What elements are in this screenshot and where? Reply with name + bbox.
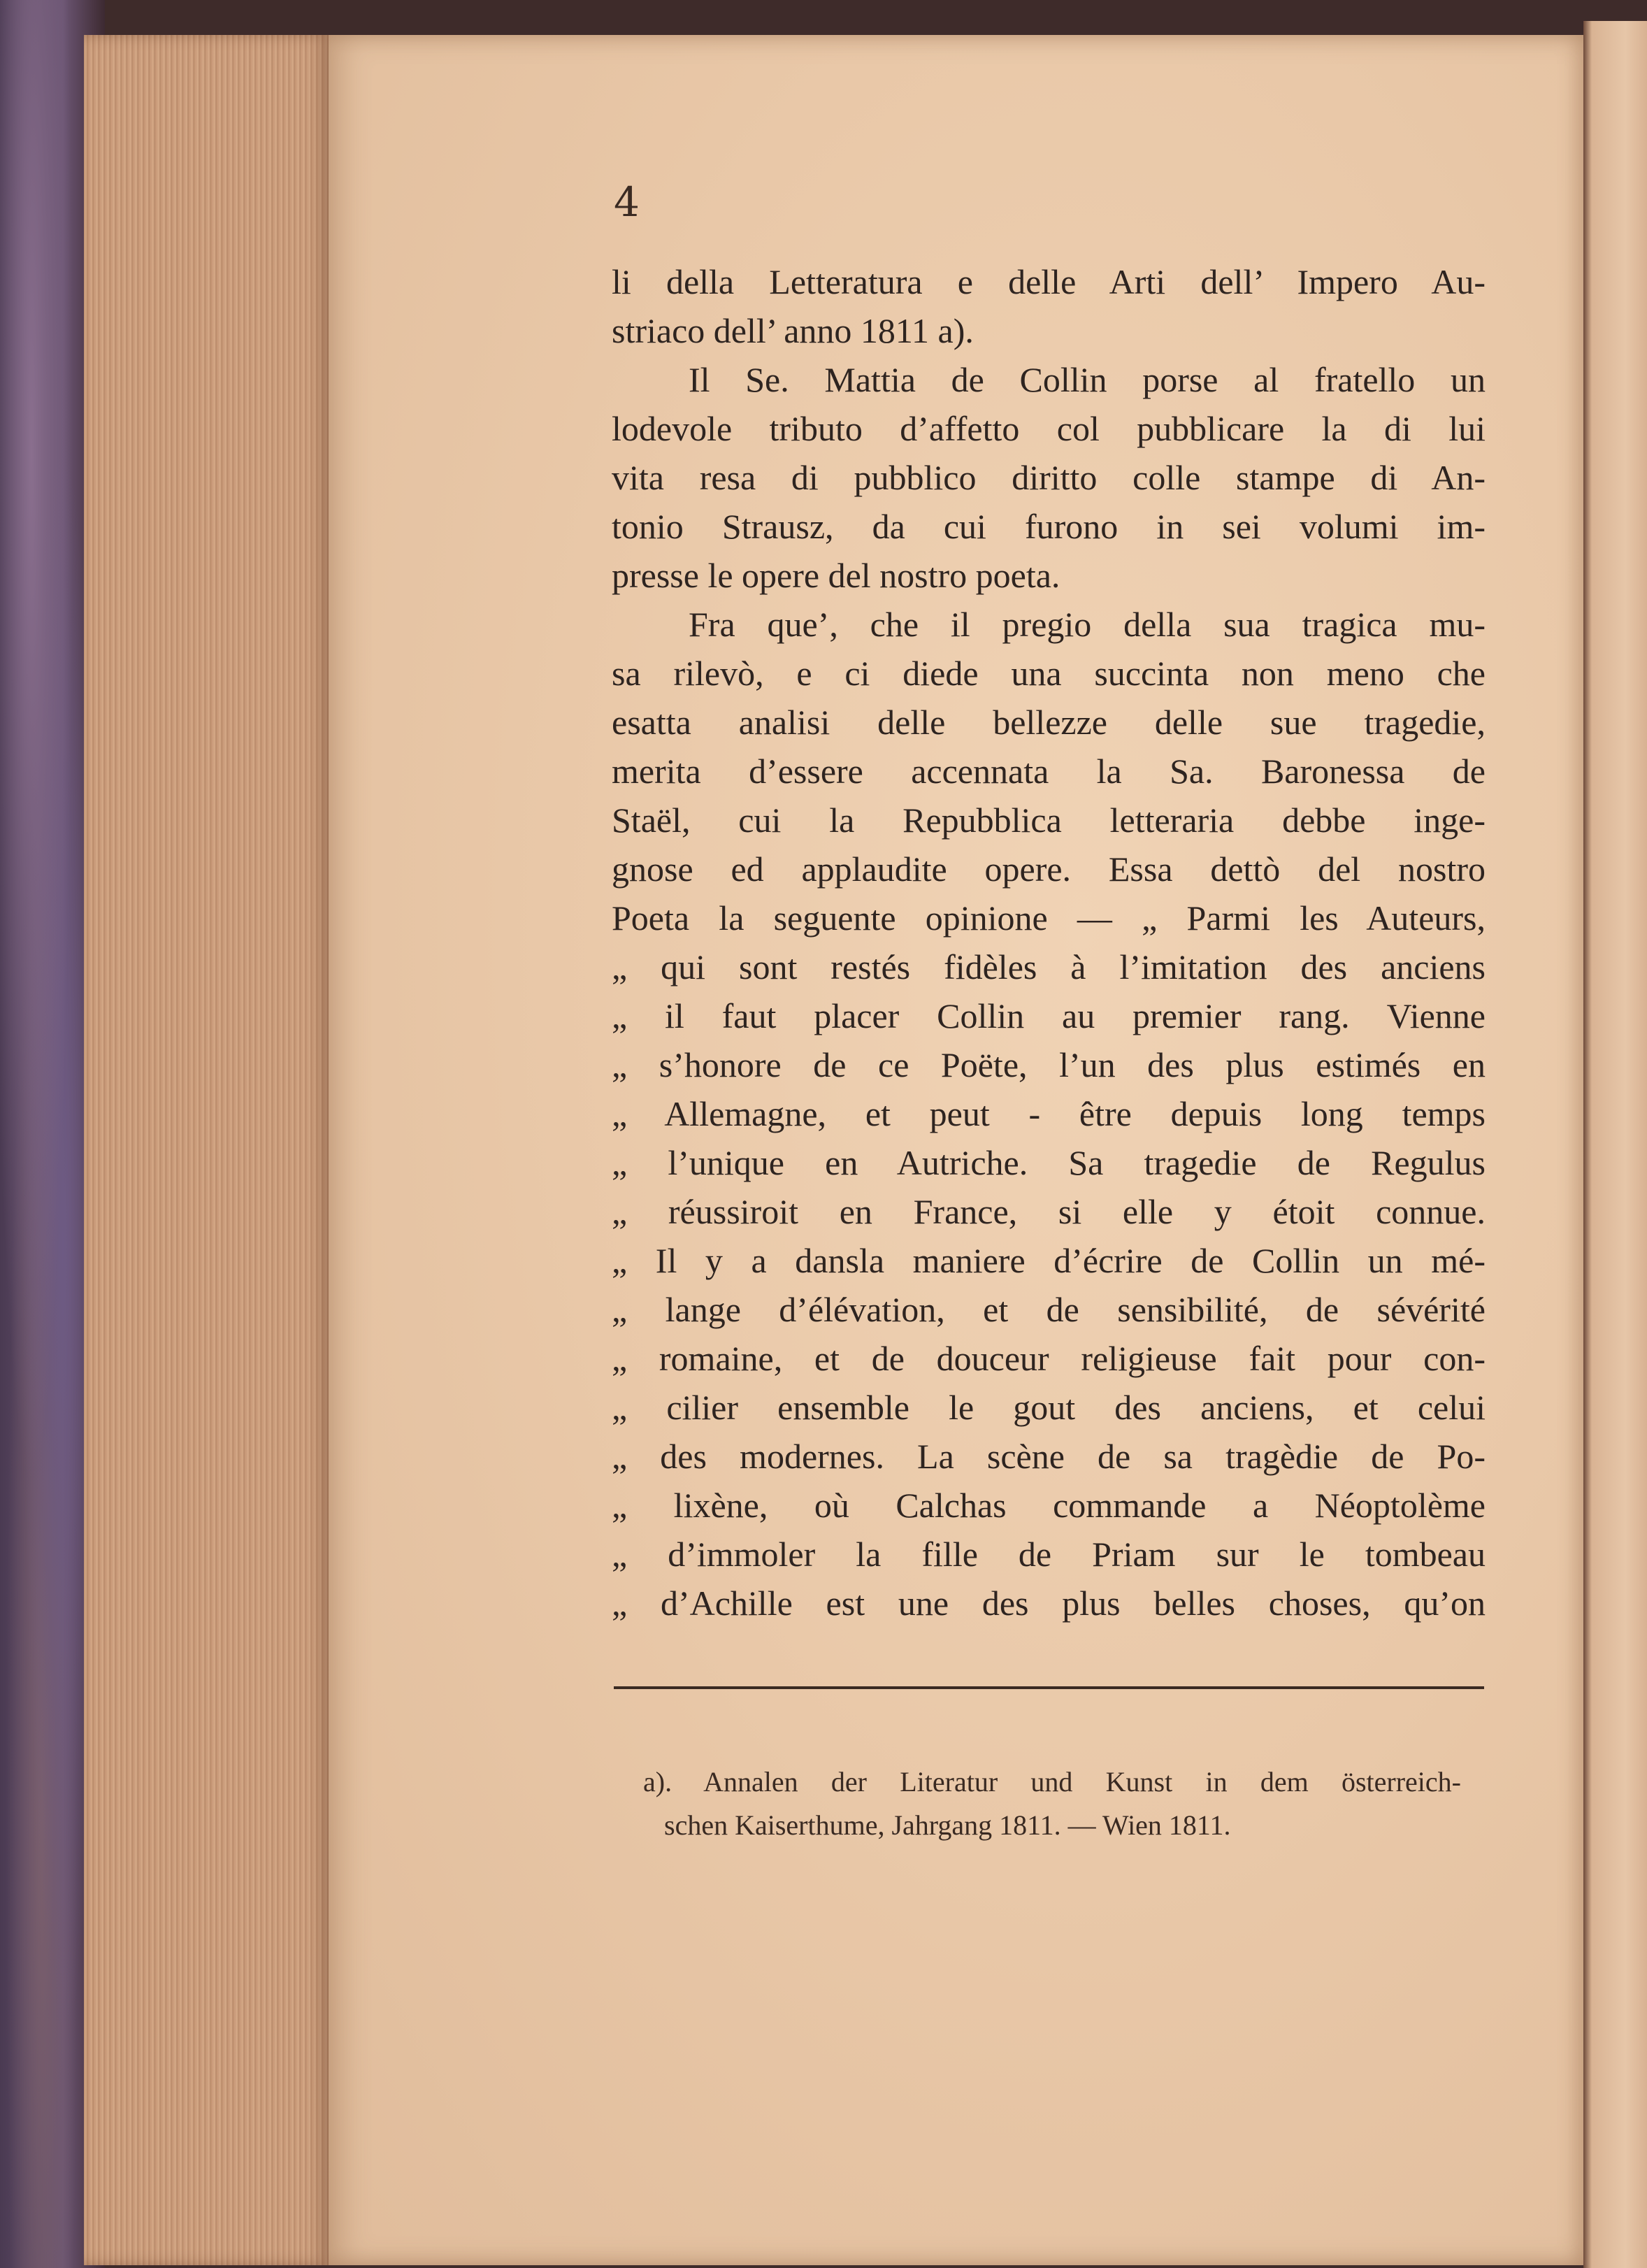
text-line: „ s’honore de ce Poëte, l’un des plus estimés en (612, 1045, 1486, 1084)
text-line: „ d’immoler la fille de Priam sur le tombeau (612, 1535, 1486, 1574)
text-line: lodevole tributo d’affetto col pubblicare la di lui (612, 409, 1486, 448)
footnote (636, 1760, 1461, 1847)
text-line: Staël, cui la Repubblica letteraria debbe inge- (612, 801, 1486, 840)
text-line: li della Letteratura e delle Arti dell’ Impero Au- (612, 262, 1486, 301)
facing-page-edge (1583, 21, 1647, 2268)
book-page (329, 35, 1583, 2265)
text-line: „ lixène, où Calchas commande a Néoptolème (612, 1486, 1486, 1525)
text-line: esatta analisi delle bellezze delle sue tragedie, (612, 703, 1486, 742)
footnote-divider (614, 1686, 1484, 1689)
page-block-edges (84, 35, 329, 2265)
text-line: „ cilier ensemble le gout des anciens, et celui (612, 1388, 1486, 1427)
text-line: „ il faut placer Collin au premier rang. Vienne (612, 996, 1486, 1035)
text-line: „ des modernes. La scène de sa tragèdie de Po- (612, 1437, 1486, 1476)
text-line: striaco dell’ anno 1811 a). (612, 311, 974, 350)
text-line: Poeta la seguente opinione — „ Parmi les Auteurs, (612, 898, 1486, 938)
text-line: tonio Strausz, da cui furono in sei volumi im- (612, 507, 1486, 546)
text-line: „ d’Achille est une des plus belles choses, qu’on (612, 1584, 1486, 1623)
text-line: Il Se. Mattia de Collin porse al fratello un (689, 360, 1486, 399)
text-line: vita resa di pubblico diritto colle stampe di An- (612, 458, 1486, 497)
text-line: merita d’essere accennata la Sa. Baronessa de (612, 752, 1486, 791)
text-line: „ lange d’élévation, et de sensibilité, de sévérité (612, 1290, 1486, 1329)
footnote-line: schen Kaiserthume, Jahrgang 1811. — Wien 1811. (664, 1809, 1231, 1841)
text-line: presse le opere del nostro poeta. (612, 556, 1060, 595)
footnote-line: a). Annalen der Literatur und Kunst in dem österreich- (643, 1766, 1461, 1797)
text-line: „ Allemagne, et peut - être depuis long temps (612, 1094, 1486, 1133)
text-line: Fra que’, che il pregio della sua tragica mu- (689, 605, 1486, 644)
body-text (612, 257, 1486, 1628)
text-line: „ l’unique en Autriche. Sa tragedie de Regulus (612, 1143, 1486, 1182)
page-number: 4 (614, 178, 640, 226)
text-line: sa rilevò, e ci diede una succinta non meno che (612, 654, 1486, 693)
text-line: „ romaine, et de douceur religieuse fait pour con- (612, 1339, 1486, 1378)
text-line: „ réussiroit en France, si elle y étoit connue. (612, 1192, 1486, 1231)
text-line: „ qui sont restés fidèles à l’imitation des anciens (612, 947, 1486, 986)
text-line: „ Il y a dansla maniere d’écrire de Collin un mé- (612, 1241, 1486, 1280)
text-line: gnose ed applaudite opere. Essa dettò del nostro (612, 849, 1486, 889)
